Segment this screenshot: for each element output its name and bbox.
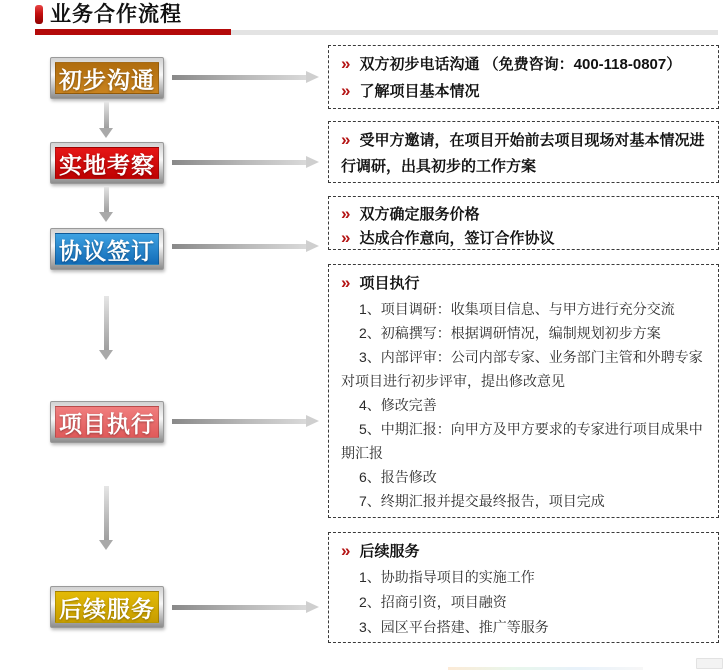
- down-arrow-icon: [99, 486, 113, 550]
- bullet-line: [341, 202, 706, 226]
- detail-box-site-visit: [328, 121, 719, 183]
- sub-item: 5、中期汇报：向甲方及甲方要求的专家进行项目成果中期汇报: [341, 421, 703, 461]
- detail-box-initial-communication: [328, 45, 719, 109]
- bullet-line: [341, 270, 706, 297]
- sub-item: 1、协助指导项目的实施工作: [359, 569, 535, 585]
- bullet-line: [341, 538, 706, 565]
- sub-item: 3、内部评审：公司内部专家、业务部门主管和外聘专家对项目进行初步评审，提出修改意见: [341, 349, 703, 389]
- sub-item: 4、修改完善: [359, 397, 437, 413]
- sub-item: 7、终期汇报并提交最终报告，项目完成: [359, 493, 605, 509]
- step-label: 初步沟通: [55, 62, 159, 94]
- detail-box-project-execution: [328, 264, 719, 518]
- detail-box-agreement-signing: [328, 196, 719, 250]
- sub-item: 3、园区平台搭建、推广等服务: [359, 619, 549, 635]
- bullet-line: [341, 78, 706, 105]
- double-chevron-icon: »: [341, 54, 351, 73]
- title-underline-gray: [231, 30, 718, 35]
- bullet-text: 双方确定服务价格: [359, 206, 480, 223]
- red-bar-icon: [35, 5, 43, 24]
- double-chevron-icon: »: [341, 228, 351, 247]
- step-button-project-execution: [50, 401, 164, 443]
- double-chevron-icon: »: [341, 273, 351, 292]
- step-label: 协议签订: [55, 233, 159, 265]
- right-arrow-icon: [172, 156, 320, 169]
- sub-item: 6、报告修改: [359, 469, 437, 485]
- step-button-initial-communication: [50, 57, 164, 99]
- bullet-line: [341, 51, 706, 78]
- step-label: 实地考察: [55, 147, 159, 179]
- bullet-text: 后续服务: [359, 543, 420, 560]
- right-arrow-icon: [172, 415, 320, 428]
- step-button-agreement-signing: [50, 228, 164, 270]
- bullet-text: 受甲方邀请，在项目开始前去项目现场对基本情况进行调研，出具初步的工作方案: [341, 132, 705, 175]
- page-title: 业务合作流程: [50, 3, 182, 26]
- bottom-right-artifact: [696, 658, 723, 669]
- title-underline-red: [35, 29, 231, 35]
- double-chevron-icon: »: [341, 130, 351, 149]
- sub-item: 2、初稿撰写：根据调研情况，编制规划初步方案: [359, 325, 661, 341]
- sub-item: 1、项目调研：收集项目信息、与甲方进行充分交流: [359, 301, 675, 317]
- bullet-line: [341, 226, 706, 250]
- down-arrow-icon: [99, 102, 113, 138]
- bullet-line: [341, 127, 706, 180]
- step-button-site-visit: [50, 142, 164, 184]
- double-chevron-icon: »: [341, 541, 351, 560]
- step-button-follow-up-service: [50, 586, 164, 628]
- down-arrow-icon: [99, 296, 113, 360]
- sub-item: 2、招商引资，项目融资: [359, 594, 507, 610]
- down-arrow-icon: [99, 186, 113, 222]
- double-chevron-icon: »: [341, 204, 351, 223]
- right-arrow-icon: [172, 71, 320, 84]
- bullet-text: 达成合作意向，签订合作协议: [359, 230, 555, 247]
- bullet-text: 了解项目基本情况: [359, 83, 480, 100]
- step-label: 后续服务: [55, 591, 159, 623]
- right-arrow-icon: [172, 240, 320, 253]
- bullet-text: 双方初步电话沟通 （免费咨询：400-118-0807）: [359, 56, 682, 73]
- right-arrow-icon: [172, 601, 320, 614]
- detail-box-follow-up-service: [328, 532, 719, 643]
- bullet-text: 项目执行: [359, 275, 420, 292]
- double-chevron-icon: »: [341, 81, 351, 100]
- step-label: 项目执行: [55, 406, 159, 438]
